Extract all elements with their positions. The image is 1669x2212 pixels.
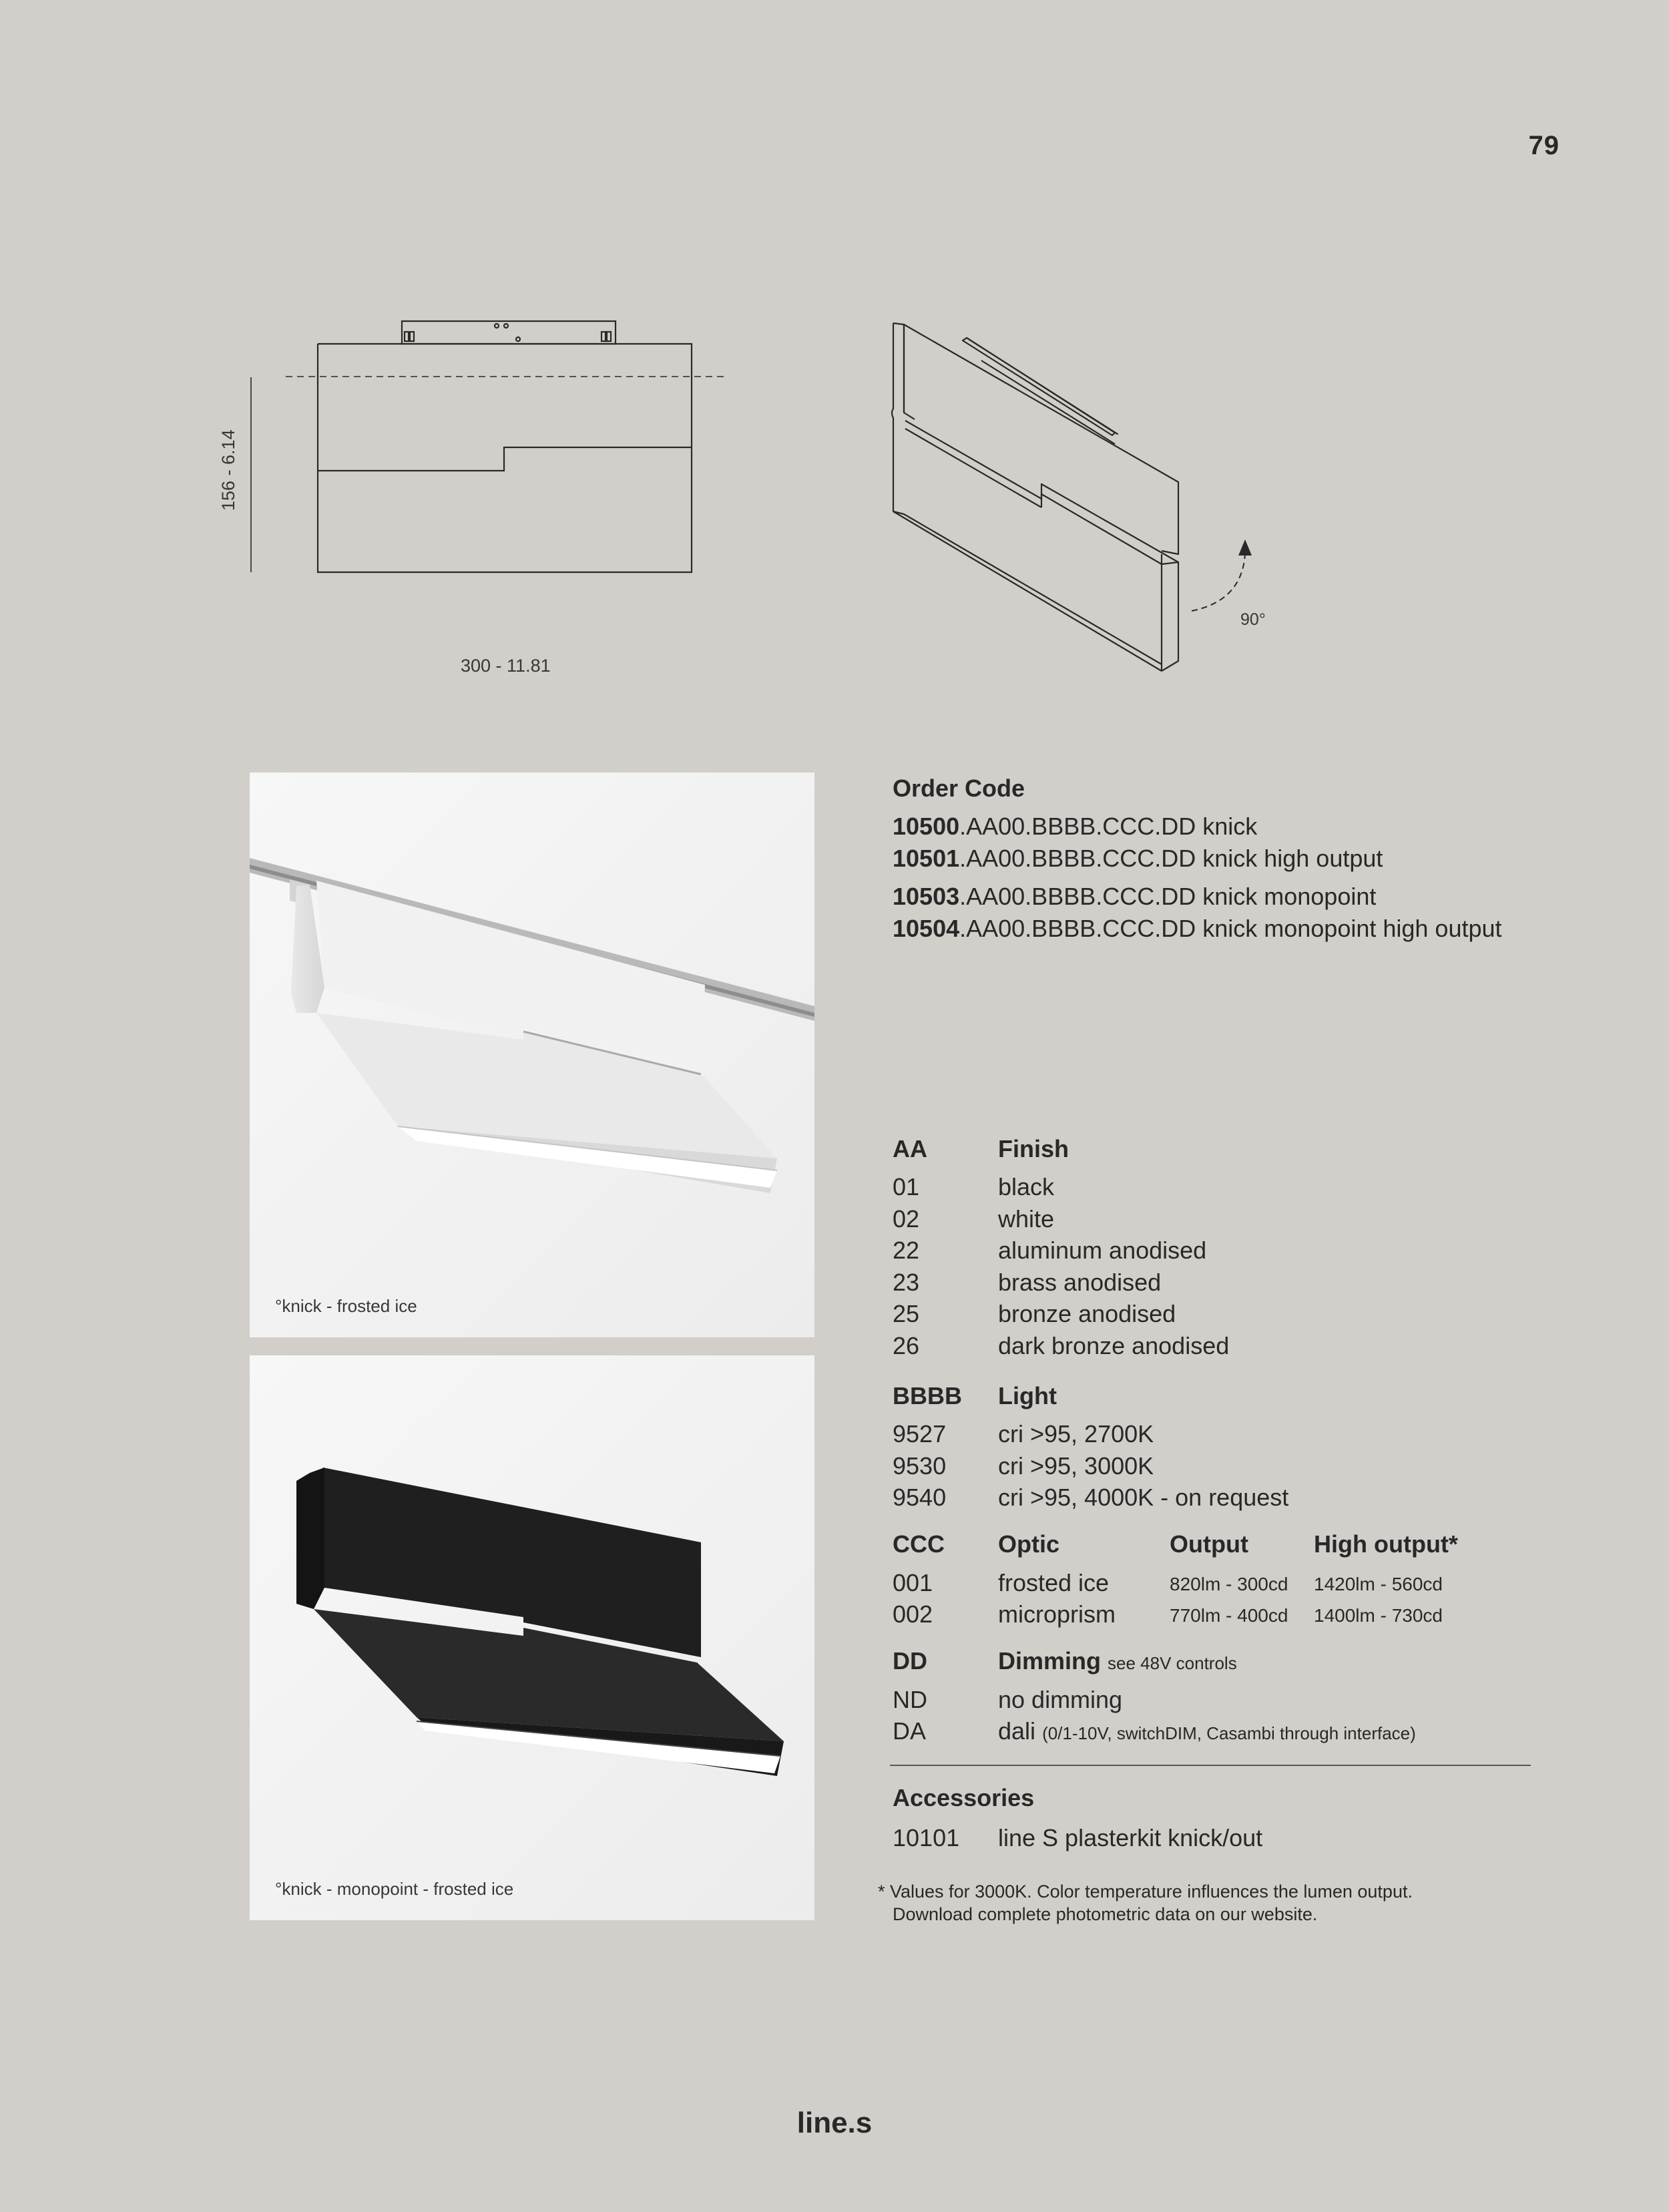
- light-key: BBBB: [893, 1382, 962, 1409]
- finish-label: white: [998, 1205, 1055, 1233]
- light-label: cri >95, 4000K - on request: [998, 1484, 1289, 1511]
- accessory-label: line S plasterkit knick/out: [998, 1824, 1263, 1851]
- optic-label: microprism: [998, 1600, 1116, 1628]
- order-code-number: 10504: [893, 915, 960, 942]
- order-code-pattern: .AA00.BBBB.CCC.DD knick high output: [959, 845, 1383, 872]
- high-output-title: High output*: [1314, 1530, 1458, 1558]
- order-code-line: [893, 883, 1376, 911]
- isometric-view-drawing: [881, 314, 1282, 688]
- order-code-line: [893, 813, 1257, 841]
- optic-high-output: 1400lm - 730cd: [1314, 1605, 1443, 1626]
- optic-output: 820lm - 300cd: [1170, 1574, 1288, 1594]
- light-title: Light: [998, 1382, 1057, 1409]
- footnote-line-2: Download complete photometric data on our website.: [893, 1904, 1318, 1924]
- order-code-title: Order Code: [893, 775, 1025, 802]
- order-code-number: 10500: [893, 813, 960, 840]
- front-view-drawing: [200, 307, 748, 588]
- finish-label: brass anodised: [998, 1269, 1162, 1296]
- photo-caption-white: °knick - frosted ice: [275, 1296, 417, 1316]
- optic-title: Optic: [998, 1530, 1060, 1558]
- height-dimension-label: 156 - 6.14: [218, 429, 238, 511]
- product-photo-white: [250, 772, 814, 1337]
- optic-code: 001: [893, 1569, 933, 1596]
- finish-title: Finish: [998, 1135, 1069, 1162]
- finish-code: 02: [893, 1205, 920, 1233]
- white-fixture-image: [250, 772, 814, 1337]
- finish-label: dark bronze anodised: [998, 1332, 1230, 1359]
- dimming-note: (0/1-10V, switchDIM, Casambi through interface): [1042, 1723, 1416, 1743]
- optic-code: 002: [893, 1600, 933, 1628]
- optic-output: 770lm - 400cd: [1170, 1605, 1288, 1626]
- light-code: 9530: [893, 1452, 947, 1480]
- finish-key: AA: [893, 1135, 927, 1162]
- finish-code: 23: [893, 1269, 920, 1296]
- width-dimension-label: 300 - 11.81: [461, 656, 551, 676]
- finish-code: 01: [893, 1173, 920, 1200]
- finish-code: 25: [893, 1300, 920, 1327]
- finish-label: aluminum anodised: [998, 1237, 1207, 1264]
- footnote: [878, 1880, 1413, 1926]
- dimming-title: Dimming: [998, 1647, 1102, 1675]
- dimming-key: DD: [893, 1647, 927, 1675]
- optic-key: CCC: [893, 1530, 945, 1558]
- light-label: cri >95, 3000K: [998, 1452, 1154, 1480]
- black-fixture-image: [250, 1355, 814, 1920]
- light-label: cri >95, 2700K: [998, 1420, 1154, 1448]
- accessory-code: 10101: [893, 1824, 960, 1851]
- brand-name: line.s: [796, 2107, 873, 2139]
- order-code-pattern: .AA00.BBBB.CCC.DD knick monopoint high output: [959, 915, 1502, 942]
- finish-label: black: [998, 1173, 1055, 1200]
- order-code-pattern: .AA00.BBBB.CCC.DD knick monopoint: [959, 883, 1377, 910]
- accessories-title: Accessories: [893, 1784, 1035, 1811]
- dimming-label: dali: [998, 1717, 1036, 1745]
- product-photo-black: [250, 1355, 814, 1920]
- dimming-label: no dimming: [998, 1686, 1123, 1713]
- dimming-line: [998, 1717, 1416, 1745]
- order-code-line: [893, 845, 1383, 873]
- finish-label: bronze anodised: [998, 1300, 1176, 1327]
- optic-label: frosted ice: [998, 1569, 1110, 1596]
- page-number: 79: [1528, 131, 1560, 160]
- light-code: 9540: [893, 1484, 947, 1511]
- order-code-number: 10503: [893, 883, 960, 910]
- order-code-number: 10501: [893, 845, 960, 872]
- finish-code: 26: [893, 1332, 920, 1359]
- order-code-pattern: .AA00.BBBB.CCC.DD knick: [959, 813, 1258, 840]
- section-divider: [890, 1765, 1531, 1766]
- photo-caption-black: °knick - monopoint - frosted ice: [275, 1879, 514, 1899]
- dimming-code: ND: [893, 1686, 927, 1713]
- light-code: 9527: [893, 1420, 947, 1448]
- output-title: Output: [1170, 1530, 1248, 1558]
- order-code-line: [893, 915, 1502, 943]
- optic-high-output: 1420lm - 560cd: [1314, 1574, 1443, 1594]
- rotation-angle-label: 90°: [1240, 610, 1266, 629]
- finish-code: 22: [893, 1237, 920, 1264]
- dimming-title-note: see 48V controls: [1108, 1653, 1237, 1673]
- footnote-line-1: * Values for 3000K. Color temperature influences the lumen output.: [878, 1882, 1413, 1902]
- dimming-title-line: [998, 1647, 1237, 1675]
- dimming-code: DA: [893, 1717, 927, 1745]
